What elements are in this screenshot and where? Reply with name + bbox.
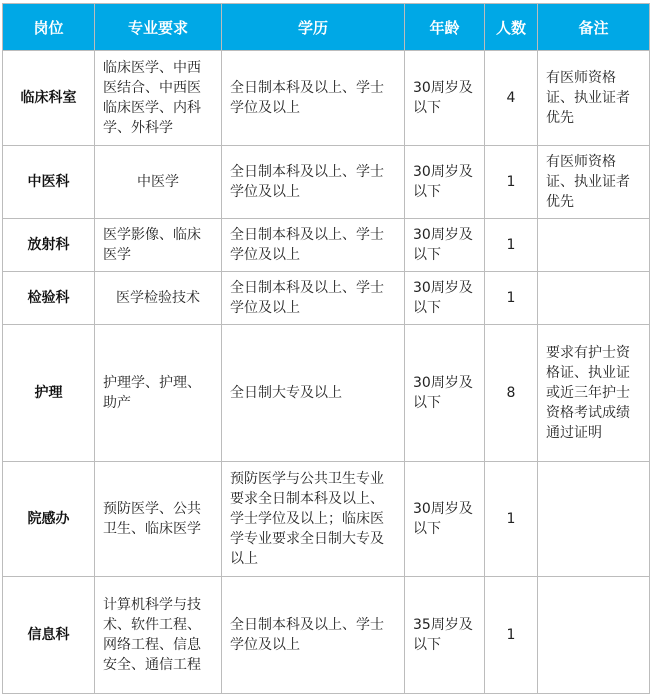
table-header-row [3, 4, 650, 51]
cell-education: 全日制本科及以上、学士学位及以上 [222, 577, 405, 694]
header-major: 专业要求 [95, 4, 222, 51]
table-row [3, 146, 650, 219]
cell-count: 8 [485, 325, 538, 462]
cell-remark: 要求有护士资格证、执业证或近三年护士资格考试成绩通过证明 [538, 325, 650, 462]
cell-remark: 有医师资格证、执业证者优先 [538, 51, 650, 146]
cell-major: 预防医学、公共卫生、临床医学 [95, 462, 222, 577]
cell-education: 全日制本科及以上、学士学位及以上 [222, 51, 405, 146]
cell-remark [538, 272, 650, 325]
cell-post: 护理 [3, 325, 95, 462]
table-row [3, 51, 650, 146]
cell-major: 临床医学、中西医结合、中西医临床医学、内科学、外科学 [95, 51, 222, 146]
cell-count: 1 [485, 219, 538, 272]
cell-post: 院感办 [3, 462, 95, 577]
cell-age: 35周岁及以下 [405, 577, 485, 694]
cell-post: 中医科 [3, 146, 95, 219]
cell-age: 30周岁及以下 [405, 462, 485, 577]
cell-age: 30周岁及以下 [405, 146, 485, 219]
table-row [3, 219, 650, 272]
cell-education: 全日制本科及以上、学士学位及以上 [222, 219, 405, 272]
header-age: 年龄 [405, 4, 485, 51]
cell-age: 30周岁及以下 [405, 272, 485, 325]
cell-remark [538, 462, 650, 577]
cell-remark: 有医师资格证、执业证者优先 [538, 146, 650, 219]
table-row [3, 577, 650, 694]
cell-education: 预防医学与公共卫生专业要求全日制本科及以上、学士学位及以上；临床医学专业要求全日制大专及以上 [222, 462, 405, 577]
cell-count: 1 [485, 577, 538, 694]
cell-count: 1 [485, 146, 538, 219]
cell-remark [538, 219, 650, 272]
cell-remark [538, 577, 650, 694]
cell-age: 30周岁及以下 [405, 51, 485, 146]
cell-education: 全日制本科及以上、学士学位及以上 [222, 272, 405, 325]
cell-age: 30周岁及以下 [405, 219, 485, 272]
table-row [3, 462, 650, 577]
table-row [3, 272, 650, 325]
table-row [3, 325, 650, 462]
cell-post: 信息科 [3, 577, 95, 694]
cell-post: 检验科 [3, 272, 95, 325]
cell-education: 全日制本科及以上、学士学位及以上 [222, 146, 405, 219]
cell-major: 护理学、护理、助产 [95, 325, 222, 462]
cell-major: 计算机科学与技术、软件工程、网络工程、信息安全、通信工程 [95, 577, 222, 694]
cell-age: 30周岁及以下 [405, 325, 485, 462]
cell-count: 1 [485, 272, 538, 325]
cell-major: 医学检验技术 [95, 272, 222, 325]
recruitment-table [2, 3, 650, 694]
header-count: 人数 [485, 4, 538, 51]
cell-major: 医学影像、临床医学 [95, 219, 222, 272]
cell-count: 1 [485, 462, 538, 577]
header-post: 岗位 [3, 4, 95, 51]
cell-major: 中医学 [95, 146, 222, 219]
header-education: 学历 [222, 4, 405, 51]
cell-post: 临床科室 [3, 51, 95, 146]
cell-count: 4 [485, 51, 538, 146]
header-remark: 备注 [538, 4, 650, 51]
cell-education: 全日制大专及以上 [222, 325, 405, 462]
cell-post: 放射科 [3, 219, 95, 272]
